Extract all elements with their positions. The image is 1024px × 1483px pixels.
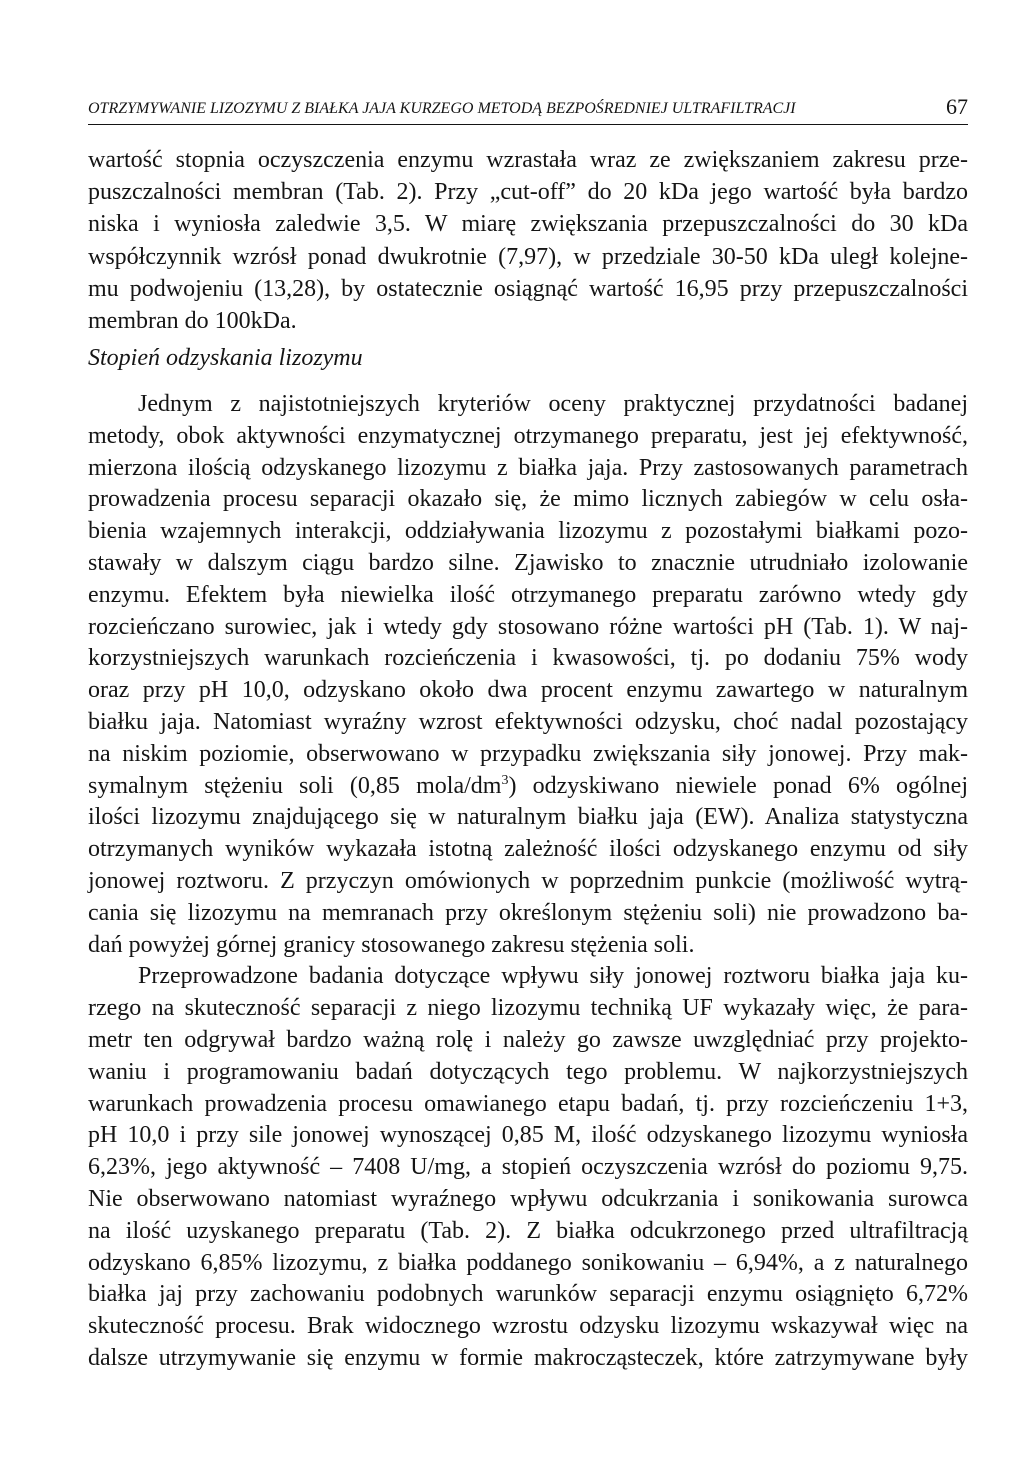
header-rule [88, 124, 968, 125]
text-line: ilości lizozymu znajdującego się w naturalnym białku jaja (EW). Analiza statystyczna [88, 804, 968, 831]
body-text [88, 389, 968, 1375]
paragraph-1 [88, 144, 968, 337]
text-segment: ) odzyskiwano niewiele ponad 6% ogólnej [508, 772, 969, 799]
text-segment: symalnym stężeniu soli (0,85 mola/dm [88, 772, 502, 799]
page-number: 67 [946, 94, 968, 119]
text-line: warunkach prowadzenia procesu omawianego etapu badań, tj. przy rozcieńczeniu 1+3, [88, 1090, 968, 1117]
text-line: rzego na skuteczność separacji z niego lizozymu techniką UF wykazały więc, że para- [88, 995, 968, 1022]
text-line: metr ten odgrywał bardzo ważną rolę i należy go zawsze uwzględniać przy projekto- [88, 1026, 968, 1053]
text-line: współczynnik wzrósł ponad dwukrotnie (7,97), w przedziale 30-50 kDa uległ kolejne- [88, 243, 968, 270]
text-line: enzymu. Efektem była niewielka ilość otrzymanego preparatu zarówno wtedy gdy [88, 581, 968, 608]
text-line: dalsze utrzymywanie się enzymu w formie makrocząsteczek, które zatrzymywane były [88, 1344, 968, 1371]
text-line: korzystniejszych warunkach rozcieńczenia i kwasowości, tj. po dodaniu 75% wody [88, 645, 968, 672]
text-line: oraz przy pH 10,0, odzyskano około dwa procent enzymu zawartego w naturalnym [88, 677, 968, 704]
superscript: 3 [501, 772, 509, 788]
text-line: otrzymanych wyników wykazała istotną zależność ilości odzyskanego enzymu od siły [88, 836, 968, 863]
text-line: bienia wzajemnych interakcji, oddziaływania lizozymu z pozostałymi białkami pozo- [88, 518, 968, 545]
text-line: na niskim poziomie, obserwowano w przypadku zwiększania siły jonowej. Przy mak- [88, 740, 968, 767]
text-line: cania się lizozymu na memranach przy określonym stężeniu soli) nie prowadzono ba- [88, 899, 968, 926]
text-line: odzyskano 6,85% lizozymu, z białka poddanego sonikowaniu – 6,94%, a z naturalnego [88, 1249, 968, 1276]
text-line: białka jaj przy zachowaniu podobnych warunków separacji enzymu osiągnięto 6,72% [88, 1281, 968, 1308]
text-line: białku jaja. Natomiast wyraźny wzrost efektywności odzysku, choć nadal pozostający [88, 708, 968, 735]
text-line: 6,23%, jego aktywność – 7408 U/mg, a stopień oczyszczenia wzrósł do poziomu 9,75. [88, 1154, 968, 1181]
text-line: skuteczność procesu. Brak widocznego wzrostu odzysku lizozymu wskazywał więc na [88, 1313, 968, 1340]
text-line: mu podwojeniu (13,28), by ostatecznie osiągnąć wartość 16,95 przy przepuszczalności [88, 275, 968, 302]
text-line: pH 10,0 i przy sile jonowej wynoszącej 0,85 M, ilość odzyskanego lizozymu wyniosła [88, 1122, 968, 1149]
paragraph-3 [88, 961, 968, 1374]
running-header [88, 94, 968, 122]
text-line: mierzona ilością odzyskanego lizozymu z białka jaja. Przy zastosowanych parametrach [88, 454, 968, 481]
text-line: na ilość uzyskanego preparatu (Tab. 2). Z białka odcukrzonego przed ultrafiltracją [88, 1217, 968, 1244]
text-line: metody, obok aktywności enzymatycznej otrzymanego preparatu, jest jej efektywność, [88, 422, 968, 449]
text-line: prowadzenia procesu separacji okazało się, że mimo licznych zabiegów w celu osła- [88, 486, 968, 513]
text-line: membran do 100kDa. [88, 307, 297, 334]
text-line: puszczalności membran (Tab. 2). Przy „cut-off” do 20 kDa jego wartość była bardzo [88, 179, 968, 206]
text-line: rozcieńczano surowiec, jak i wtedy gdy stosowano różne wartości pH (Tab. 1). W naj- [88, 613, 968, 640]
text-line: jonowej roztworu. Z przyczyn omówionych w poprzednim punkcie (możliwość wytrą- [88, 867, 968, 894]
text-line: Przeprowadzone badania dotyczące wpływu siły jonowej roztworu białka jaja ku- [138, 963, 968, 990]
text-line: stawały w dalszym ciągu bardzo silne. Zjawisko to znacznie utrudniało izolowanie [88, 549, 968, 576]
text-line: Jednym z najistotniejszych kryteriów oceny praktycznej przydatności badanej [138, 391, 968, 417]
text-line: Nie obserwowano natomiast wyraźnego wpływu odcukrzania i sonikowania surowca [88, 1185, 968, 1212]
section-heading: Stopień odzyskania lizozymu [88, 345, 363, 371]
text-line: waniu i programowaniu badań dotyczących tego problemu. W najkorzystniejszych [88, 1058, 968, 1085]
text-line: niska i wyniosła zaledwie 3,5. W miarę zwiększania przepuszczalności do 30 kDa [88, 211, 968, 238]
text-line: wartość stopnia oczyszczenia enzymu wzrastała wraz ze zwiększaniem zakresu prze- [88, 147, 968, 173]
paragraph-2 [88, 389, 968, 961]
running-title: OTRZYMYWANIE LIZOZYMU Z BIAŁKA JAJA KURZEGO METODĄ BEZPOŚREDNIEJ ULTRAFILTRACJI [88, 100, 796, 117]
text-line: dań powyżej górnej granicy stosowanego zakresu stężenia soli. [88, 931, 695, 958]
text-line-with-superscript [88, 771, 968, 803]
